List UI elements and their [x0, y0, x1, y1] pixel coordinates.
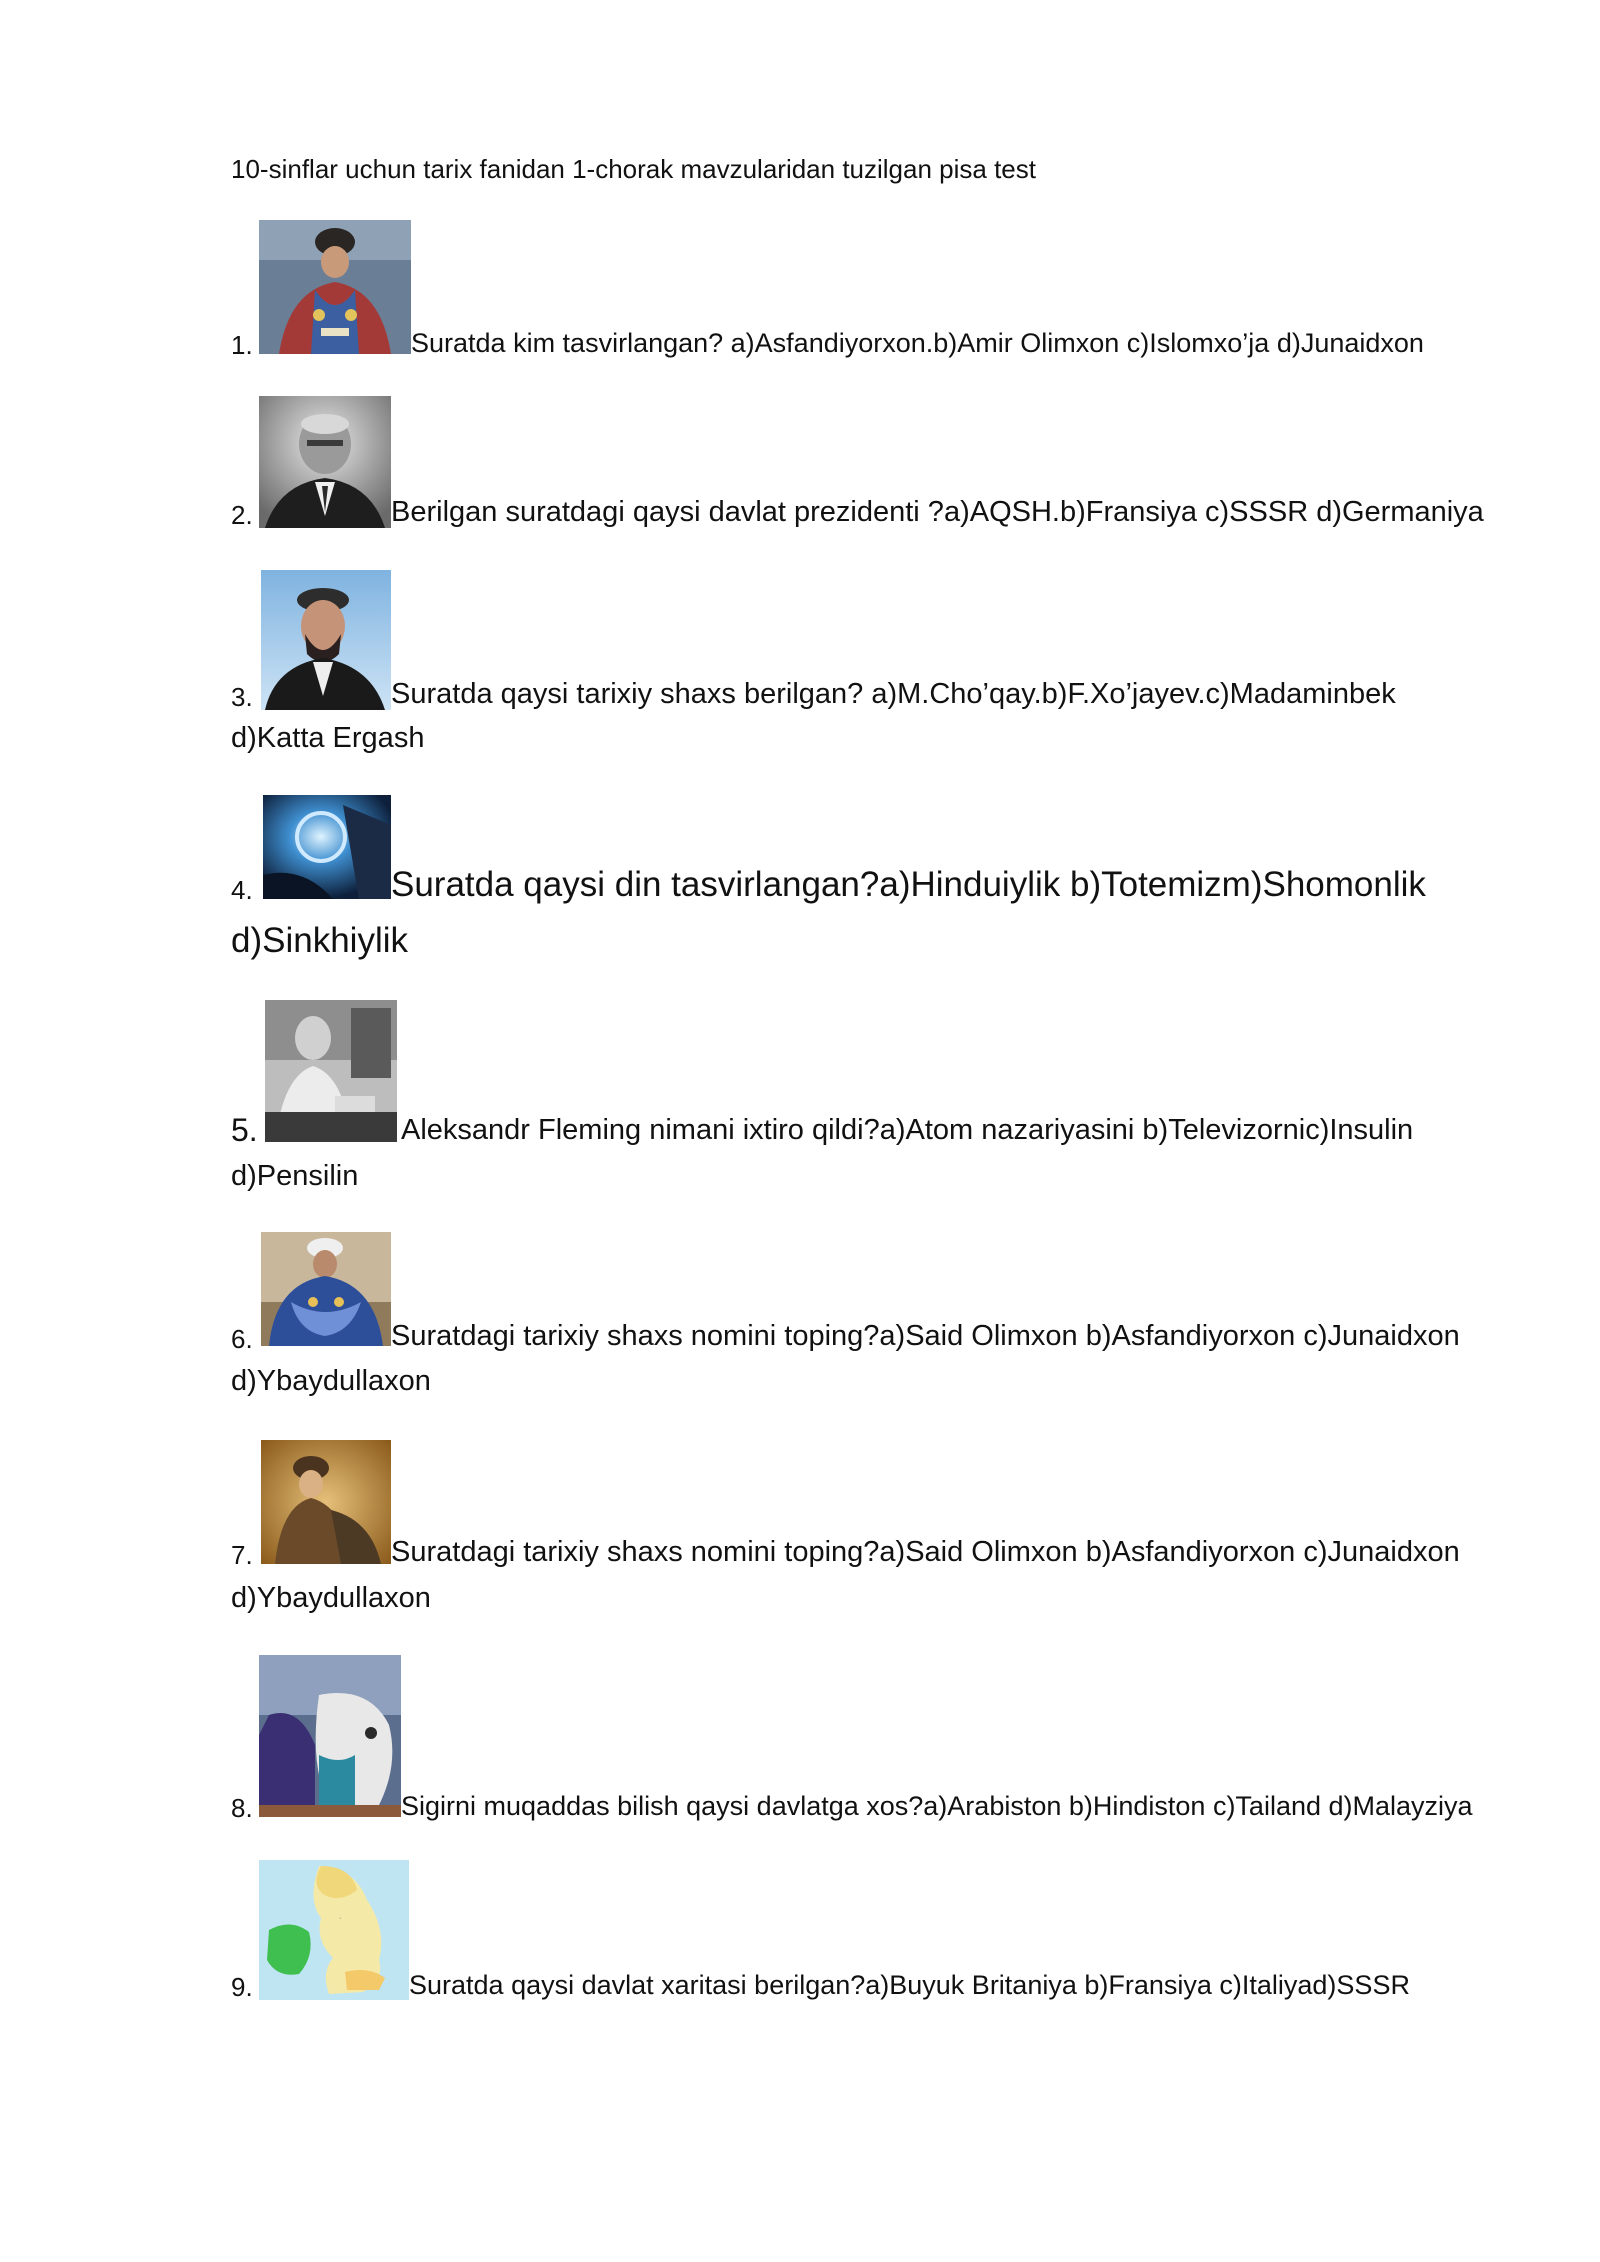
question-text-continuation: d)Sinkhiylik — [231, 921, 408, 960]
question-text: Berilgan suratdagi qaysi davlat prezidenti ?a)AQSH.b)Fransiya c)SSSR d)Germaniya — [391, 496, 1484, 528]
khan-in-robe-image — [261, 1232, 391, 1346]
question-number: 3. — [231, 682, 253, 712]
question-text: Suratda qaysi din tasvirlangan?a)Hinduiylik b)Totemizm)Shomonlik — [391, 865, 1426, 904]
question-text-continuation: d)Pensilin — [231, 1160, 359, 1192]
question-number: 5. — [231, 1112, 258, 1148]
question-text: Suratda kim tasvirlangan? a)Asfandiyorxon.b)Amir Olimxon c)Islomxo’ja d)Junaidxon — [411, 328, 1424, 358]
question-text-continuation: d)Ybaydullaxon — [231, 1365, 431, 1397]
question-number: 2. — [231, 500, 253, 530]
svg-text:·: · — [339, 1915, 342, 1922]
question-text-continuation: d)Katta Ergash — [231, 722, 425, 754]
emir-portrait-image — [259, 220, 411, 354]
question-number: 8. — [231, 1793, 253, 1823]
scientist-laboratory-image — [265, 1000, 397, 1142]
page-title: 10-sinflar uchun tarix fanidan 1-chorak mavzularidan tuzilgan pisa test — [231, 154, 1036, 184]
question-text: Suratdagi tarixiy shaxs nomini toping?a)Said Olimxon b)Asfandiyorxon c)Junaidxon — [391, 1320, 1460, 1352]
question-number: 6. — [231, 1324, 253, 1354]
question-number: 7. — [231, 1540, 253, 1570]
question-number: 4. — [231, 875, 253, 905]
question-text-continuation: d)Ybaydullaxon — [231, 1582, 431, 1614]
sepia-portrait-image — [261, 1440, 391, 1564]
decorated-cow-image — [259, 1655, 401, 1817]
question-text: Sigirni muqaddas bilish qaysi davlatga xos?a)Arabiston b)Hindiston c)Tailand d)Malayziya — [401, 1791, 1473, 1821]
question-text: Suratdagi tarixiy shaxs nomini toping?a)Said Olimxon b)Asfandiyorxon c)Junaidxon — [391, 1536, 1460, 1568]
question-text: Aleksandr Fleming nimani ixtiro qildi?a)Atom nazariyasini b)Televizornic)Insulin — [401, 1114, 1414, 1146]
question-number: 1. — [231, 330, 253, 360]
british-isles-map-image — [259, 1860, 409, 2000]
religion-ritual-image — [263, 795, 391, 899]
question-text: Suratda qaysi tarixiy shaxs berilgan? a)M.Cho’qay.b)F.Xo’jayev.c)Madaminbek — [391, 678, 1396, 710]
president-portrait-image — [259, 396, 391, 528]
question-text: Suratda qaysi davlat xaritasi berilgan?a)Buyuk Britaniya b)Fransiya c)Italiyad)SSSR — [409, 1970, 1410, 2000]
question-number: 9. — [231, 1972, 253, 2002]
historical-figure-portrait-image — [261, 570, 391, 710]
